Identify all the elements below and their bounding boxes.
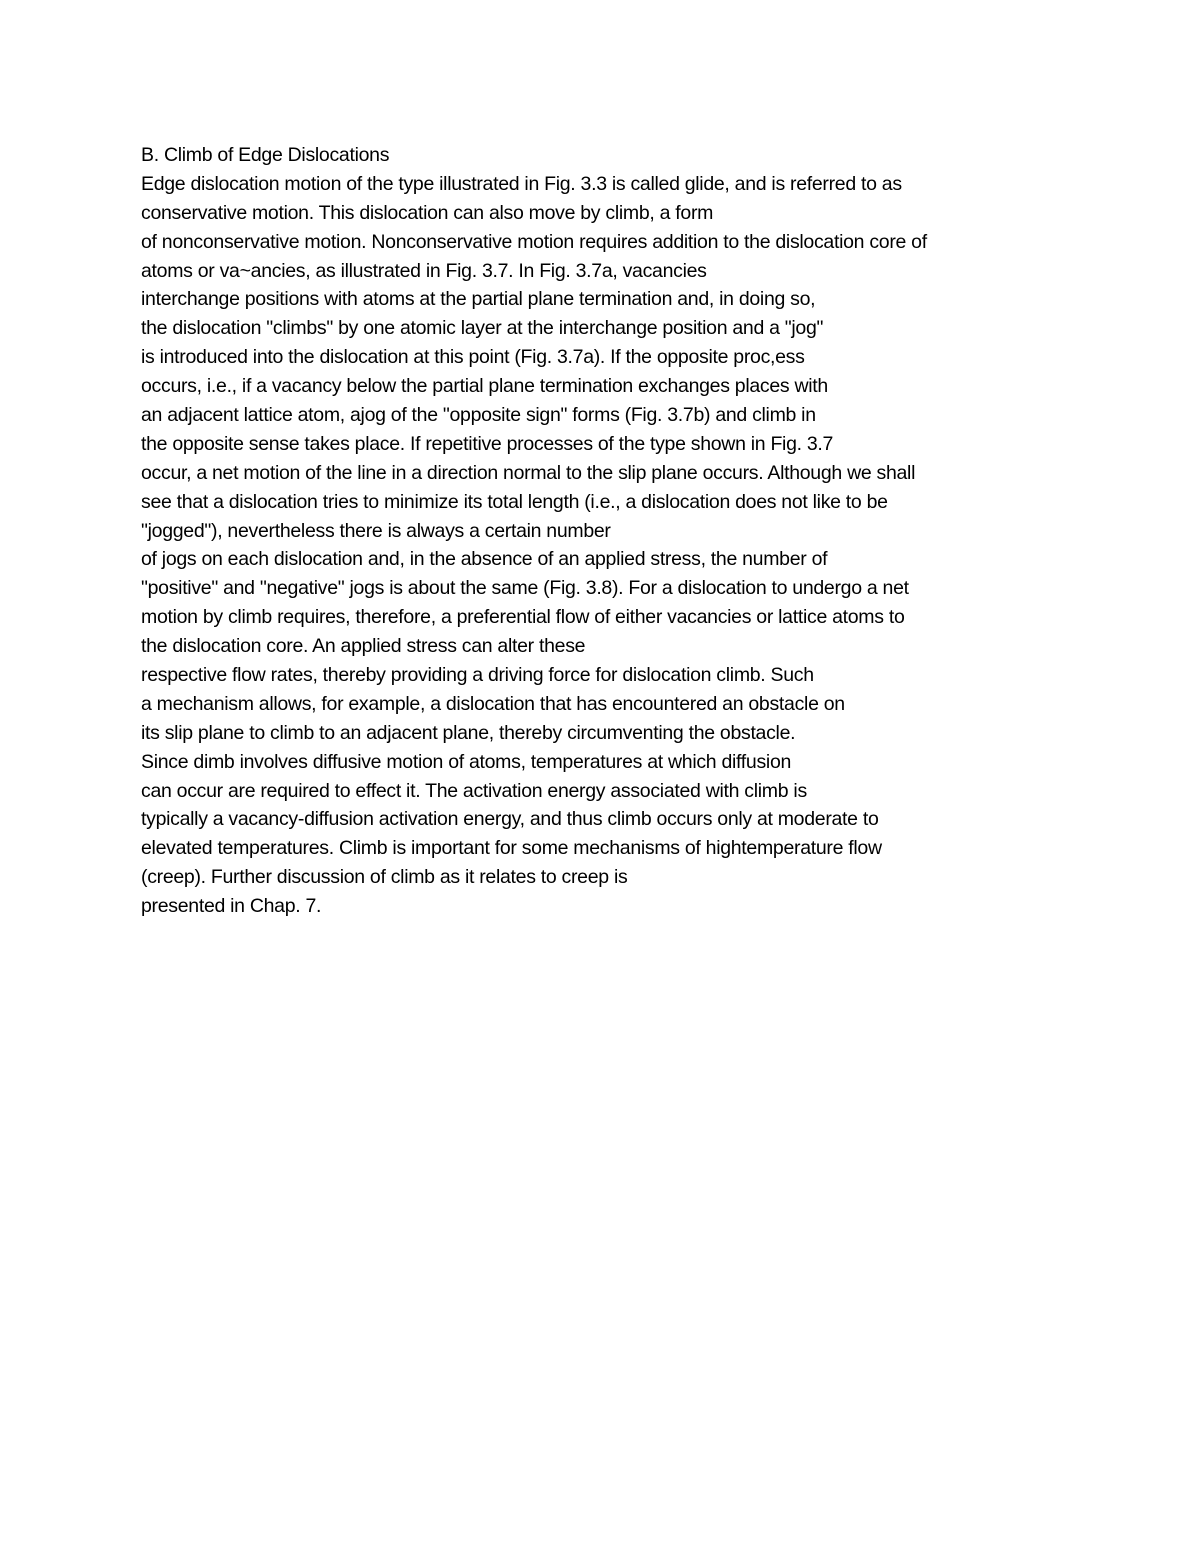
body-line: "jogged"), nevertheless there is always a certain number <box>141 519 611 542</box>
body-line: elevated temperatures. Climb is important for some mechanisms of hightemperature flow <box>141 837 882 860</box>
body-line: a mechanism allows, for example, a dislocation that has encountered an obstacle on <box>141 692 845 715</box>
body-line: the dislocation "climbs" by one atomic layer at the interchange position and a "jog" <box>141 317 824 340</box>
body-line: interchange positions with atoms at the partial plane termination and, in doing so, <box>141 288 816 311</box>
section-heading: B. Climb of Edge Dislocations <box>141 144 390 166</box>
body-line: see that a dislocation tries to minimize its total length (i.e., a dislocation does not like to be <box>141 490 888 513</box>
body-line: respective flow rates, thereby providing a driving force for dislocation climb. Such <box>141 664 814 687</box>
body-line: "positive" and "negative" jogs is about the same (Fig. 3.8). For a dislocation to undergo a net <box>141 577 909 600</box>
body-line: the dislocation core. An applied stress can alter these <box>141 635 586 658</box>
body-line: its slip plane to climb to an adjacent plane, thereby circumventing the obstacle. <box>141 721 796 744</box>
body-line: presented in Chap. 7. <box>141 895 322 918</box>
body-line: of nonconservative motion. Nonconservative motion requires addition to the dislocation core of <box>141 230 927 253</box>
body-line: occur, a net motion of the line in a direction normal to the slip plane occurs. Although we shall <box>141 461 916 484</box>
body-line: Edge dislocation motion of the type illustrated in Fig. 3.3 is called glide, and is referred to as <box>141 172 902 195</box>
body-line: occurs, i.e., if a vacancy below the partial plane termination exchanges places with <box>141 375 828 398</box>
body-line: Since dimb involves diffusive motion of atoms, temperatures at which diffusion <box>141 750 792 773</box>
document-body <box>141 141 1141 921</box>
body-line: the opposite sense takes place. If repetitive processes of the type shown in Fig. 3.7 <box>141 432 834 455</box>
body-line: conservative motion. This dislocation can also move by climb, a form <box>141 201 714 224</box>
body-line: is introduced into the dislocation at this point (Fig. 3.7a). If the opposite proc,ess <box>141 346 805 369</box>
body-line: motion by climb requires, therefore, a preferential flow of either vacancies or lattice atoms to <box>141 606 905 629</box>
body-line: (creep). Further discussion of climb as it relates to creep is <box>141 866 628 889</box>
body-line: atoms or va~ancies, as illustrated in Fig. 3.7. In Fig. 3.7a, vacancies <box>141 259 707 282</box>
body-line: can occur are required to effect it. The activation energy associated with climb is <box>141 779 807 802</box>
body-line: typically a vacancy-diffusion activation energy, and thus climb occurs only at moderate to <box>141 808 879 831</box>
body-line: an adjacent lattice atom, ajog of the "opposite sign" forms (Fig. 3.7b) and climb in <box>141 404 816 427</box>
body-line: of jogs on each dislocation and, in the absence of an applied stress, the number of <box>141 548 828 571</box>
